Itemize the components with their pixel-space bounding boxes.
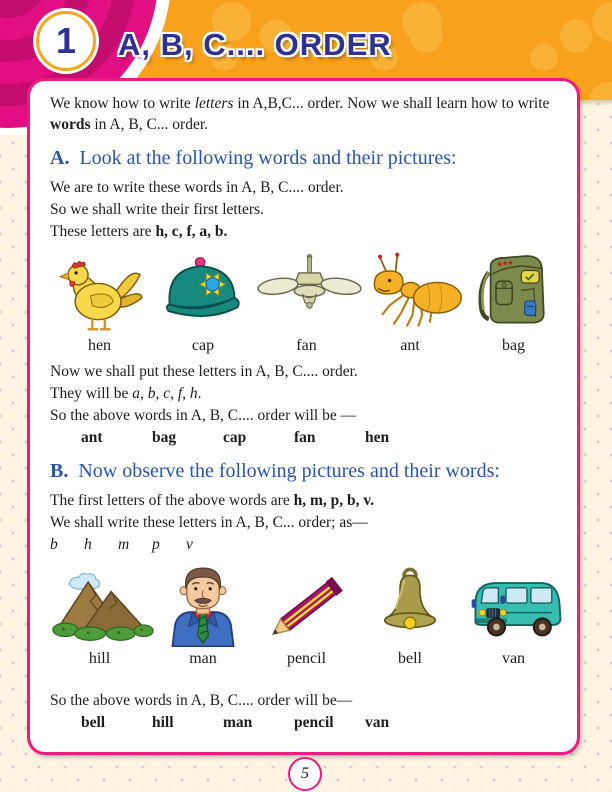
van-image xyxy=(464,563,569,647)
ordered-word: pencil xyxy=(294,714,334,731)
section-b-heading xyxy=(50,459,563,483)
section-a-line5 xyxy=(50,383,563,404)
picture-row-b xyxy=(50,563,563,668)
section-b-line1 xyxy=(50,490,563,511)
ordered-word: hen xyxy=(365,429,390,446)
picture-word-ant: ant xyxy=(400,337,420,354)
section-a-line5-period: . xyxy=(197,385,202,402)
section-a-heading xyxy=(50,146,563,170)
ordered-letter: m xyxy=(118,536,130,553)
intro-italic-word: letters xyxy=(194,95,234,112)
page-number: 5 xyxy=(301,765,309,782)
ordered-word: man xyxy=(223,714,253,731)
ordered-letter: b xyxy=(50,536,58,553)
section-a-line5-letters: a, b, c, f, h xyxy=(132,385,198,402)
ordered-word: fan xyxy=(294,429,316,446)
section-b-line1-letters: h, m, p, b, v. xyxy=(293,492,375,509)
picture-word-hill: hill xyxy=(88,650,111,667)
intro-text: We know how to write xyxy=(50,95,195,112)
page-number-badge xyxy=(288,757,322,791)
picture-word-cap: cap xyxy=(191,337,215,354)
man-image xyxy=(158,563,248,647)
picture-fan xyxy=(257,250,356,355)
intro-text: in A,B,C... order. Now we shall learn how to write xyxy=(233,95,550,112)
ordered-word: bell xyxy=(81,714,106,731)
picture-bag xyxy=(464,250,563,355)
picture-man xyxy=(154,563,253,668)
picture-word-fan: fan xyxy=(296,337,317,354)
bell-image xyxy=(365,563,455,647)
picture-bell xyxy=(361,563,460,668)
ordered-word: cap xyxy=(223,429,247,446)
bag-image xyxy=(469,250,559,334)
lesson-number-badge xyxy=(36,11,96,71)
picture-word-bell: bell xyxy=(398,650,422,667)
picture-word-hen: hen xyxy=(87,337,112,354)
section-b-line3: So the above words in A, B, C.... order will be— xyxy=(50,692,353,709)
section-a-label: A. xyxy=(50,147,70,169)
ordered-letter: v xyxy=(186,536,193,553)
ordered-letter: h xyxy=(84,536,92,553)
picture-word-pencil: pencil xyxy=(286,650,327,667)
section-a-line3-text: These letters are xyxy=(50,223,156,240)
ant-image xyxy=(361,250,466,334)
picture-word-bag: bag xyxy=(501,337,526,354)
section-a-line4: Now we shall put these letters in A, B, C.... order. xyxy=(50,363,358,380)
picture-van xyxy=(464,563,563,668)
section-a-line3 xyxy=(50,221,563,242)
ordered-words-b xyxy=(50,712,563,733)
cap-image xyxy=(155,250,251,334)
hill-image xyxy=(50,563,155,647)
intro-bold-word: words xyxy=(50,116,91,133)
ordered-letters-b xyxy=(50,534,563,555)
picture-word-van: van xyxy=(501,650,526,667)
ordered-word: ant xyxy=(81,429,103,446)
picture-cap xyxy=(154,250,253,355)
ordered-word: van xyxy=(365,714,390,731)
picture-word-man: man xyxy=(189,650,217,667)
section-b-line1-text: The first letters of the above words are xyxy=(50,492,294,509)
picture-row-a xyxy=(50,250,563,355)
lesson-number: 1 xyxy=(55,20,77,61)
ordered-letter: p xyxy=(152,536,160,553)
picture-hen xyxy=(50,250,149,355)
section-a-heading-text: Look at the following words and their pictures: xyxy=(79,147,457,169)
ordered-words-a xyxy=(50,427,563,448)
section-b-heading-text: Now observe the following pictures and their words: xyxy=(78,460,500,482)
picture-hill xyxy=(50,563,149,668)
section-b-label: B. xyxy=(50,460,69,482)
section-b-line2: We shall write these letters in A, B, C... order; as— xyxy=(50,514,368,531)
intro-paragraph xyxy=(50,93,563,135)
pencil-image xyxy=(257,563,362,647)
fan-image xyxy=(257,250,362,334)
section-a-line3-letters: h, c, f, a, b. xyxy=(155,223,228,240)
ordered-word: bag xyxy=(152,429,177,446)
section-a-line2: So we shall write their first letters. xyxy=(50,201,264,218)
picture-pencil xyxy=(257,563,356,668)
ordered-word: hill xyxy=(152,714,174,731)
hen-image xyxy=(52,250,148,334)
section-a-line1: We are to write these words in A, B, C.... order. xyxy=(50,179,344,196)
section-a-line6: So the above words in A, B, C.... order will be — xyxy=(50,407,357,424)
page-title: A, B, C.... ORDER xyxy=(118,27,392,62)
section-a-line5-text: They will be xyxy=(50,385,133,402)
intro-text: in A, B, C... order. xyxy=(90,116,209,133)
picture-ant xyxy=(361,250,460,355)
content-panel xyxy=(27,78,580,755)
